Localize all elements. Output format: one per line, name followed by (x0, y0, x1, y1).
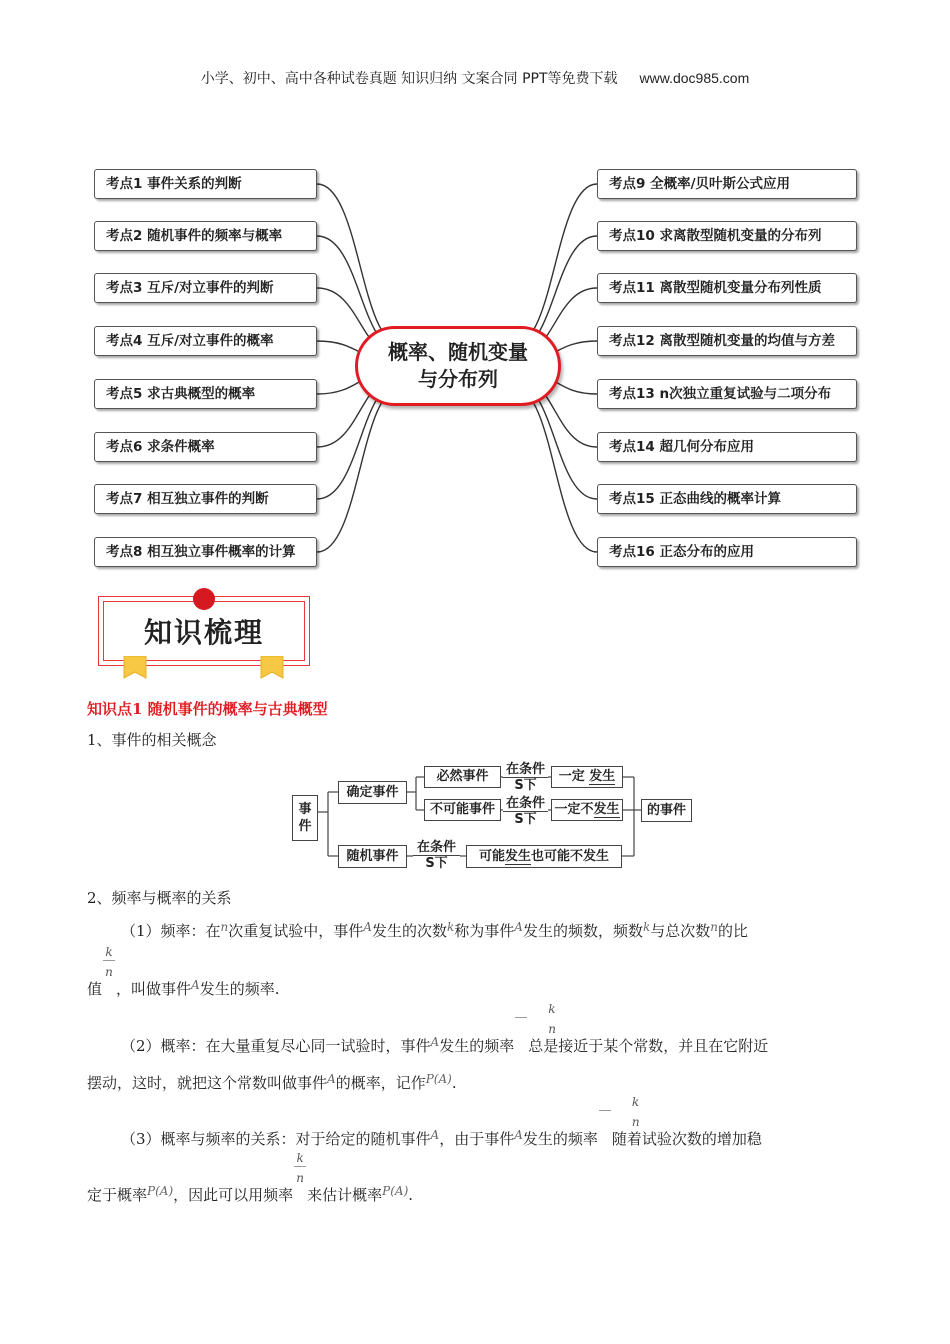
fraction-k-over-n (514, 1002, 556, 1057)
condition-label-3 (413, 840, 460, 871)
maybe-not-label: 也可能不发生 (531, 849, 610, 864)
fraction-k-over-n (598, 1095, 640, 1150)
condition-top-2: 在条件 (505, 796, 545, 811)
p2-text-d: 摆动，这时，就把这个常数叫做事件 (87, 1074, 328, 1092)
p3-text-g: 来估计概率 (307, 1186, 383, 1204)
topic-box-1: 考点1 事件关系的判断 (94, 169, 317, 199)
knowledge-point-title: 知识点1 随机事件的概率与古典概型 (87, 700, 328, 718)
math-A: A (430, 1128, 440, 1142)
frac-den: n (548, 1022, 556, 1036)
mindmap-center-label: 概率、随机变量与分布列 (388, 340, 528, 391)
math-A: A (514, 1128, 523, 1142)
definitely-label: 一定 (558, 769, 585, 784)
math-k: k (446, 920, 455, 934)
math-PA: P(A) (147, 1184, 174, 1198)
math-A: A (327, 1072, 336, 1086)
topic-box-16: 考点16 正态分布的应用 (597, 537, 857, 567)
math-PA: P(A) (425, 1072, 452, 1086)
p1-text-j: 发生的频率. (199, 980, 280, 998)
topic-box-3: 考点3 互斥/对立事件的判断 (94, 273, 317, 303)
header-url[interactable]: www.doc985.com (639, 70, 750, 86)
paragraph-frequency (87, 921, 865, 942)
frac-bar (294, 1166, 306, 1167)
p1-text-e: 发生的频数，频数 (522, 922, 643, 940)
condition-bottom-2: S下 (503, 811, 548, 827)
header-text: 小学、初中、高中各种试卷真题 知识归纳 文案合同 PPT等免费下载 (200, 71, 618, 87)
frac-bar (599, 1110, 611, 1111)
definitely-not-happen-box (551, 799, 623, 821)
condition-top-1: 在条件 (505, 762, 545, 777)
p1-text-c: 发生的次数 (371, 922, 447, 940)
event-box (292, 795, 318, 841)
p1-text-d: 称为事件 (454, 922, 515, 940)
happen-label: 发生 (589, 769, 616, 784)
p2-text-b: 发生的频率 (439, 1037, 515, 1055)
p3-text-h: . (408, 1186, 414, 1204)
topic-box-6: 考点6 求条件概率 (94, 432, 317, 462)
of-event-box: 的事件 (641, 799, 692, 822)
frac-bar (515, 1017, 527, 1018)
p3-text-d: 随着试验次数的增加稳 (611, 1130, 762, 1148)
frac-den: n (631, 1115, 640, 1129)
frac-bar (103, 960, 115, 961)
p3-text-e: 定于概率 (87, 1186, 148, 1204)
paragraph-probability-cont (87, 1073, 865, 1094)
topic-box-8: 考点8 相互独立事件概率的计算 (94, 537, 317, 567)
fraction-k-over-n (102, 945, 116, 1000)
p2-text-e: 的概率，记作 (335, 1074, 426, 1092)
definitely-not-label: 一定不 (554, 802, 594, 817)
event-label: 事件 (298, 802, 312, 834)
p3-text-c: 发生的频率 (522, 1130, 598, 1148)
topic-box-7: 考点7 相互独立事件的判断 (94, 484, 317, 514)
math-PA: P(A) (382, 1184, 409, 1198)
maybe-happen-box (466, 845, 622, 868)
math-n: n (220, 920, 229, 934)
p2-text-c: 总是接近于某个常数，并且在它附近 (528, 1037, 769, 1055)
random-event-box: 随机事件 (338, 845, 407, 868)
math-k: k (642, 920, 651, 934)
math-A: A (430, 1035, 440, 1049)
p1-text-a: （1）频率：在 (121, 922, 221, 940)
section-heading-2: 2、频率与概率的关系 (87, 889, 232, 907)
frac-num: k (296, 1151, 304, 1165)
topic-box-9: 考点9 全概率/贝叶斯公式应用 (597, 169, 857, 199)
math-A: A (514, 920, 523, 934)
condition-label-2 (503, 796, 548, 827)
paragraph-frequency-cont (87, 945, 865, 1000)
condition-top-3: 在条件 (416, 840, 456, 855)
condition-label-1 (503, 762, 548, 793)
topic-box-2: 考点2 随机事件的频率与概率 (94, 221, 317, 251)
frac-den: n (105, 965, 113, 979)
section-heading-1: 1、事件的相关概念 (87, 731, 217, 749)
topic-box-14: 考点14 超几何分布应用 (597, 432, 857, 462)
paragraph-relation (87, 1095, 865, 1150)
fraction-k-over-n (293, 1151, 307, 1206)
frac-num: k (631, 1095, 640, 1109)
math-A: A (191, 978, 200, 992)
p1-text-i: ，叫做事件 (116, 980, 192, 998)
certain-event-box: 确定事件 (338, 781, 407, 804)
math-A: A (363, 920, 372, 934)
topic-box-12: 考点12 离散型随机变量的均值与方差 (597, 326, 857, 356)
p1-text-h: 值 (87, 980, 103, 998)
topic-box-5: 考点5 求古典概型的概率 (94, 379, 317, 409)
impossible-event-box: 不可能事件 (424, 799, 501, 821)
condition-bottom-3: S下 (413, 855, 460, 871)
topic-box-11: 考点11 离散型随机变量分布列性质 (597, 273, 857, 303)
topic-box-10: 考点10 求离散型随机变量的分布列 (597, 221, 857, 251)
inevitable-event-box: 必然事件 (424, 766, 501, 788)
paragraph-probability (87, 1002, 865, 1057)
p2-text-f: . (451, 1074, 457, 1092)
p1-text-f: 与总次数 (650, 922, 711, 940)
topic-box-13: 考点13 n次独立重复试验与二项分布 (597, 379, 857, 409)
p1-text-b: 次重复试验中，事件 (228, 922, 364, 940)
p1-text-g: 的比 (718, 922, 749, 940)
topic-box-4: 考点4 互斥/对立事件的概率 (94, 326, 317, 356)
p3-text-b: ，由于事件 (439, 1130, 515, 1148)
definitely-happen-box (551, 766, 623, 788)
p3-text-a: （3）概率与频率的关系：对于给定的随机事件 (121, 1130, 431, 1148)
p3-text-f: ，因此可以用频率 (173, 1186, 294, 1204)
math-n: n (710, 920, 718, 934)
maybe-happen-label: 发生 (504, 849, 531, 864)
condition-bottom-1: S下 (503, 777, 548, 793)
banner-title: 知识梳理 (103, 601, 305, 661)
frac-den: n (296, 1171, 304, 1185)
topic-box-15: 考点15 正态曲线的概率计算 (597, 484, 857, 514)
happen-label-2: 发生 (593, 802, 620, 817)
paragraph-relation-cont (87, 1151, 865, 1206)
frac-num: k (105, 945, 113, 959)
p2-text-a: （2）概率：在大量重复尽心同一试验时，事件 (121, 1037, 431, 1055)
frac-num: k (548, 1002, 556, 1016)
maybe-label: 可能 (478, 849, 505, 864)
